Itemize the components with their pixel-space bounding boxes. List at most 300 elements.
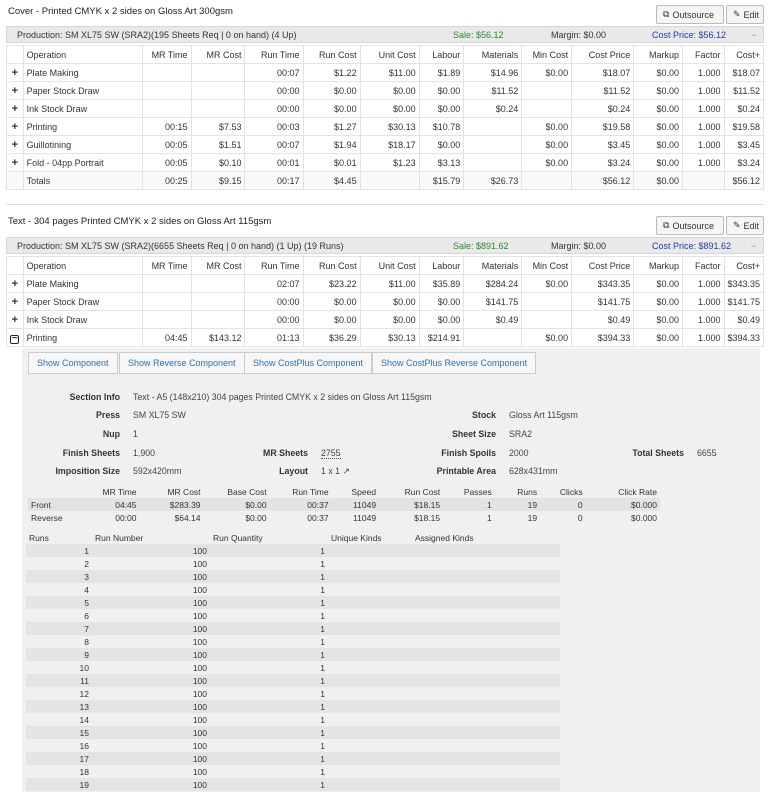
total-run-cost: $4.45 [303,172,360,190]
runs-header-row [26,531,560,544]
stock-value: Gloss Art 115gsm [509,410,578,420]
cell-cost-plus: $141.75 [724,293,764,311]
cell-operation: Guillotining [23,136,142,154]
run-row [26,557,560,570]
cell-unit-cost: $0.00 [360,311,419,329]
expand-row-icon[interactable]: + [7,82,24,100]
cell-unit-cost: $1.23 [360,154,419,172]
cell-mr-time [142,275,191,293]
cost-price-value: Cost Price: $56.12 [652,30,727,40]
run-cell: 1 [210,726,328,739]
mr-row [28,498,660,511]
cell-unit-cost: $0.00 [360,82,419,100]
cell-min-cost: $0.00 [522,64,572,82]
run-cell: 1 [210,622,328,635]
section-info-label: Section Info [69,392,120,402]
cell-run-time: 00:01 [245,154,303,172]
run-cell [412,583,560,596]
expand-row-icon[interactable]: + [7,136,24,154]
cell-factor: 1.000 [683,100,724,118]
cell-mr-cost: $0.10 [191,154,245,172]
text-production-bar[interactable] [6,237,764,254]
cell-cost-price: $343.35 [572,275,634,293]
run-cell [412,674,560,687]
cell-run-cost: $0.00 [303,293,360,311]
run-cell: 1 [210,687,328,700]
run-cell [412,713,560,726]
run-cell: 9 [26,648,92,661]
run-row [26,635,560,648]
run-cell: 100 [92,674,210,687]
col-run-time: Run Time [245,257,303,275]
outsource-icon: ⧉ [663,9,670,19]
runs-col-header: Run Quantity [213,532,263,543]
mr-cell: Front [28,498,90,511]
operation-row[interactable] [7,118,764,136]
run-cell: 100 [92,713,210,726]
cell-unit-cost: $11.00 [360,64,419,82]
mr-cell: Reverse [31,512,63,523]
operation-row[interactable] [7,154,764,172]
cell-factor: 1.000 [683,154,724,172]
cell-mr-cost [191,275,245,293]
cell-cost-plus: $0.24 [724,100,764,118]
run-cell [328,713,412,726]
run-cell: 1 [210,713,328,726]
mr-cell: $283.39 [140,498,204,511]
cell-cost-price: $0.24 [572,100,634,118]
run-cell: 1 [210,778,328,791]
margin-value: Margin: $0.00 [551,30,607,40]
run-row [26,778,560,791]
cell-cost-plus: $11.52 [724,82,764,100]
run-cell: 1 [210,752,328,765]
finish-spoils-label: Finish Spoils [441,448,496,458]
run-cell: 2 [26,557,92,570]
press-value: SM XL75 SW [133,410,186,420]
mr-col-header [28,485,90,498]
col-operation: Operation [23,257,142,275]
run-cell: 1 [26,544,92,557]
run-cell: 16 [26,739,92,752]
run-cell [328,635,412,648]
run-cell: 10 [26,661,92,674]
total-cost-price: $56.12 [572,172,634,190]
cell-cost-plus: $0.49 [724,311,764,329]
expand-row-icon[interactable]: + [7,118,24,136]
col-run-cost: Run Cost [303,257,360,275]
cell-materials [464,329,522,347]
operation-row[interactable] [7,82,764,100]
runs-col-header: Assigned Kinds [415,532,474,543]
run-cell [412,687,560,700]
runs-col-header: Unique Kinds [331,532,382,543]
total-unit-cost [360,172,419,190]
operation-row[interactable] [7,275,764,293]
outsource-icon: ⧉ [663,220,670,230]
cell-min-cost: $0.00 [522,136,572,154]
cell-run-cost: $0.00 [303,82,360,100]
cell-mr-time [142,82,191,100]
nup-value: 1 [133,429,138,439]
run-cell: 1 [210,544,328,557]
makeready-table [28,485,660,524]
cell-cost-plus: $18.07 [724,64,764,82]
operation-row[interactable] [7,329,764,347]
mr-col-header: Runs [517,486,538,497]
col-mr-time: MR Time [142,46,191,64]
run-row [26,583,560,596]
cell-run-time: 00:00 [245,82,303,100]
mr-cell: $0.00 [204,498,270,511]
total-sheets-value: 6655 [697,448,717,458]
mr-cell: 1 [486,512,492,523]
cell-unit-cost: $18.17 [360,136,419,154]
run-cell: 100 [92,583,210,596]
expand-row-icon[interactable]: + [7,64,24,82]
total-sheets-label: Total Sheets [632,448,684,458]
nup-label: Nup [102,429,120,439]
mr-header-row [28,485,660,498]
mr-col-header: MR Time [102,486,137,497]
cell-markup: $0.00 [634,118,683,136]
cover-operations-table [6,45,764,190]
col-run-cost: Run Cost [303,46,360,64]
col-factor: Factor [683,46,724,64]
cell-run-cost: $0.00 [303,100,360,118]
cell-operation: Printing [23,329,142,347]
col-mr-time: MR Time [142,257,191,275]
run-cell [412,596,560,609]
cell-run-time: 01:13 [245,329,303,347]
collapse-icon[interactable]: − [751,30,757,40]
run-row [26,570,560,583]
cell-cost-plus: $3.24 [724,154,764,172]
cell-operation: Fold - 04pp Portrait [23,154,142,172]
header-row [7,46,764,64]
section-info-value: Text - A5 (148x210) 304 pages Printed CMYK x 2 sides on Gloss Art 115gsm [133,392,432,402]
run-cell [328,557,412,570]
run-cell: 100 [92,700,210,713]
mr-cell: 00:00 [115,512,137,523]
mr-cell: $0.000 [631,512,657,523]
run-cell: 8 [26,635,92,648]
cell-mr-time [142,311,191,329]
run-row [26,661,560,674]
mr-cell: $18.15 [414,512,441,523]
col-labour: Labour [419,46,464,64]
cell-labour: $0.00 [419,311,464,329]
mr-col-header: Run Cost [404,486,441,497]
sale-value: Sale: $56.12 [453,30,504,40]
cell-min-cost: $0.00 [522,118,572,136]
run-cell: 100 [92,687,210,700]
run-row [26,726,560,739]
sheet-size-value: SRA2 [509,429,532,439]
expand-row-icon[interactable]: + [7,311,24,329]
operation-row[interactable] [7,311,764,329]
expand-row-icon[interactable]: + [7,293,24,311]
cell-run-cost: $0.01 [303,154,360,172]
cell-cost-plus: $19.58 [724,118,764,136]
mr-cell: 04:45 [90,498,140,511]
cell-operation: Plate Making [23,275,142,293]
col-cost-price: Cost Price [572,257,634,275]
cell-mr-time: 04:45 [142,329,191,347]
run-cell: 100 [92,752,210,765]
run-cell [412,544,560,557]
mr-cell: $0.00 [245,512,267,523]
col-cost-plus: Cost+ [724,46,764,64]
col-materials: Materials [464,46,522,64]
col-min-cost: Min Cost [522,257,572,275]
cell-mr-time: 00:05 [142,136,191,154]
mr-col-header: Run Time [292,486,329,497]
total-run-time: 00:17 [245,172,303,190]
run-cell: 1 [210,570,328,583]
cover-outsource-button[interactable] [656,5,724,24]
run-row [26,596,560,609]
mr-cell: 11049 [332,498,380,511]
cell-factor: 1.000 [683,64,724,82]
col-labour: Labour [419,257,464,275]
run-cell: 100 [92,648,210,661]
run-cell: 100 [92,778,210,791]
cell-run-cost: $1.22 [303,64,360,82]
cell-cost-plus: $343.35 [724,275,764,293]
show-reverse-component-button[interactable]: Show Reverse Component [119,352,245,374]
cell-mr-cost: $143.12 [191,329,245,347]
cell-run-cost: $0.00 [303,311,360,329]
run-cell: 1 [210,557,328,570]
run-cell [412,609,560,622]
mr-col-header: Passes [463,486,492,497]
cell-run-cost: $1.94 [303,136,360,154]
col-min-cost: Min Cost [522,46,572,64]
sale-value: Sale: $891.62 [453,241,509,251]
run-cell [328,739,412,752]
run-cell [328,583,412,596]
mr-cell: 0 [577,512,583,523]
runs-col-header: Run Number [95,532,144,543]
run-row [26,700,560,713]
cell-markup: $0.00 [634,100,683,118]
run-cell [412,739,560,752]
run-row [26,765,560,778]
cell-run-time: 00:07 [245,64,303,82]
cell-factor: 1.000 [683,136,724,154]
cell-labour: $1.89 [419,64,464,82]
cell-run-time: 00:00 [245,311,303,329]
run-cell: 1 [210,596,328,609]
run-cell: 1 [210,674,328,687]
cell-labour: $10.78 [419,118,464,136]
cell-mr-cost [191,82,245,100]
header-row [7,257,764,275]
expand-row-icon[interactable]: + [7,100,24,118]
operation-row[interactable] [7,64,764,82]
layout-label: Layout [279,466,308,476]
cover-title: Cover - Printed CMYK x 2 sides on Gloss Art 300gsm [8,6,233,17]
run-row [26,687,560,700]
total-materials: $26.73 [464,172,522,190]
run-cell [412,648,560,661]
mr-sheets-value[interactable]: 2755 [321,448,341,458]
text-title: Text - 304 pages Printed CMYK x 2 sides on Gloss Art 115gsm [8,216,272,227]
mr-row [28,511,660,524]
total-factor [683,172,724,190]
run-cell [328,687,412,700]
run-cell: 100 [92,544,210,557]
cell-unit-cost: $11.00 [360,275,419,293]
run-cell: 17 [26,752,92,765]
cell-markup: $0.00 [634,154,683,172]
run-row [26,544,560,557]
cell-mr-time [142,293,191,311]
run-cell: 12 [26,687,92,700]
text-outsource-button[interactable] [656,216,724,235]
cell-unit-cost: $0.00 [360,293,419,311]
finish-sheets-label: Finish Sheets [62,448,120,458]
run-cell [412,726,560,739]
run-cell [412,765,560,778]
cell-mr-cost [191,64,245,82]
run-cell [328,544,412,557]
external-link-icon[interactable]: ↗ [342,466,350,476]
outsource-label: Outsource [672,220,714,231]
mr-cell: 19 [527,512,538,523]
cell-run-cost: $1.27 [303,118,360,136]
stock-label: Stock [472,410,496,420]
run-cell [328,622,412,635]
run-cell: 100 [92,622,210,635]
cell-min-cost: $0.00 [522,329,572,347]
finish-spoils-value: 2000 [509,448,529,458]
run-row [26,648,560,661]
cover-edit-button[interactable] [726,5,764,24]
cell-markup: $0.00 [634,136,683,154]
cell-min-cost [522,311,572,329]
cell-labour: $0.00 [419,136,464,154]
cell-cost-price: $394.33 [572,329,634,347]
cell-mr-time [142,64,191,82]
layout-value[interactable] [321,466,350,477]
text-edit-button[interactable] [726,216,764,235]
col-operation: Operation [23,46,142,64]
col-markup: Markup [634,46,683,64]
run-row [26,739,560,752]
show-costplus-reverse-component-button[interactable]: Show CostPlus Reverse Component [372,352,536,374]
cover-production-bar[interactable] [6,26,764,43]
run-cell: 1 [210,609,328,622]
run-cell [328,570,412,583]
col-run-time: Run Time [245,46,303,64]
run-cell [412,557,560,570]
run-cell: 100 [92,726,210,739]
cell-mr-cost [191,100,245,118]
run-cell: 3 [26,570,92,583]
cell-factor: 1.000 [683,311,724,329]
cell-factor: 1.000 [683,118,724,136]
cell-unit-cost: $30.13 [360,329,419,347]
total-cost-plus: $56.12 [724,172,764,190]
show-costplus-component-button[interactable]: Show CostPlus Component [244,352,372,374]
run-cell: 5 [26,596,92,609]
run-cell [412,635,560,648]
cell-materials: $0.24 [464,100,522,118]
mr-cell: 11049 [353,512,377,523]
sheet-size-label: Sheet Size [451,429,496,439]
cell-cost-price: $0.49 [572,311,634,329]
operation-row[interactable] [7,293,764,311]
total-min-cost [522,172,572,190]
mr-cell: 00:37 [270,498,332,511]
production-label: Production: SM XL75 SW (SRA2)(6655 Sheets Req | 0 on hand) (1 Up) (19 Runs) [17,241,344,251]
run-cell [328,674,412,687]
imposition-size-value: 592x420mm [133,466,182,476]
cell-cost-price: $18.07 [572,64,634,82]
run-cell: 14 [26,713,92,726]
run-cell: 1 [210,765,328,778]
col-unit-cost: Unit Cost [360,46,419,64]
run-cell: 1 [210,739,328,752]
runs-col-header: Runs [29,532,49,543]
operation-row[interactable] [7,100,764,118]
collapse-icon[interactable]: − [751,241,757,251]
cell-operation: Paper Stock Draw [23,293,142,311]
edit-icon: ✎ [733,220,741,230]
mr-col-header: MR Cost [167,486,201,497]
run-cell: 100 [92,596,210,609]
cost-price-value: Cost Price: $891.62 [652,241,732,251]
cell-factor: 1.000 [683,293,724,311]
runs-table [26,531,560,791]
run-cell: 100 [92,739,210,752]
collapse-row-icon[interactable]: − [7,329,24,347]
expand-row-icon[interactable]: + [7,275,24,293]
mr-cell: 0 [540,498,585,511]
expand-row-icon[interactable]: + [7,154,24,172]
cell-markup: $0.00 [634,82,683,100]
cell-mr-cost [191,293,245,311]
show-component-button[interactable]: Show Component [28,352,118,374]
run-cell [412,622,560,635]
operation-row[interactable] [7,136,764,154]
cell-labour: $0.00 [419,82,464,100]
run-cell: 1 [210,661,328,674]
edit-label: Edit [743,220,760,231]
cell-cost-price: $141.75 [572,293,634,311]
cell-markup: $0.00 [634,64,683,82]
cell-materials: $11.52 [464,82,522,100]
cell-run-time: 00:00 [245,100,303,118]
run-cell [412,661,560,674]
run-cell: 18 [26,765,92,778]
run-cell [328,648,412,661]
cell-min-cost [522,100,572,118]
cell-markup: $0.00 [634,329,683,347]
cell-mr-time [142,100,191,118]
cell-mr-time: 00:05 [142,154,191,172]
mr-cell: 00:37 [307,512,329,523]
cell-materials: $0.49 [464,311,522,329]
cell-materials: $284.24 [464,275,522,293]
run-cell: 100 [92,765,210,778]
mr-col-header: Speed [351,486,377,497]
cell-run-cost: $23.22 [303,275,360,293]
mr-cell: 1 [443,498,495,511]
cell-labour: $214.91 [419,329,464,347]
